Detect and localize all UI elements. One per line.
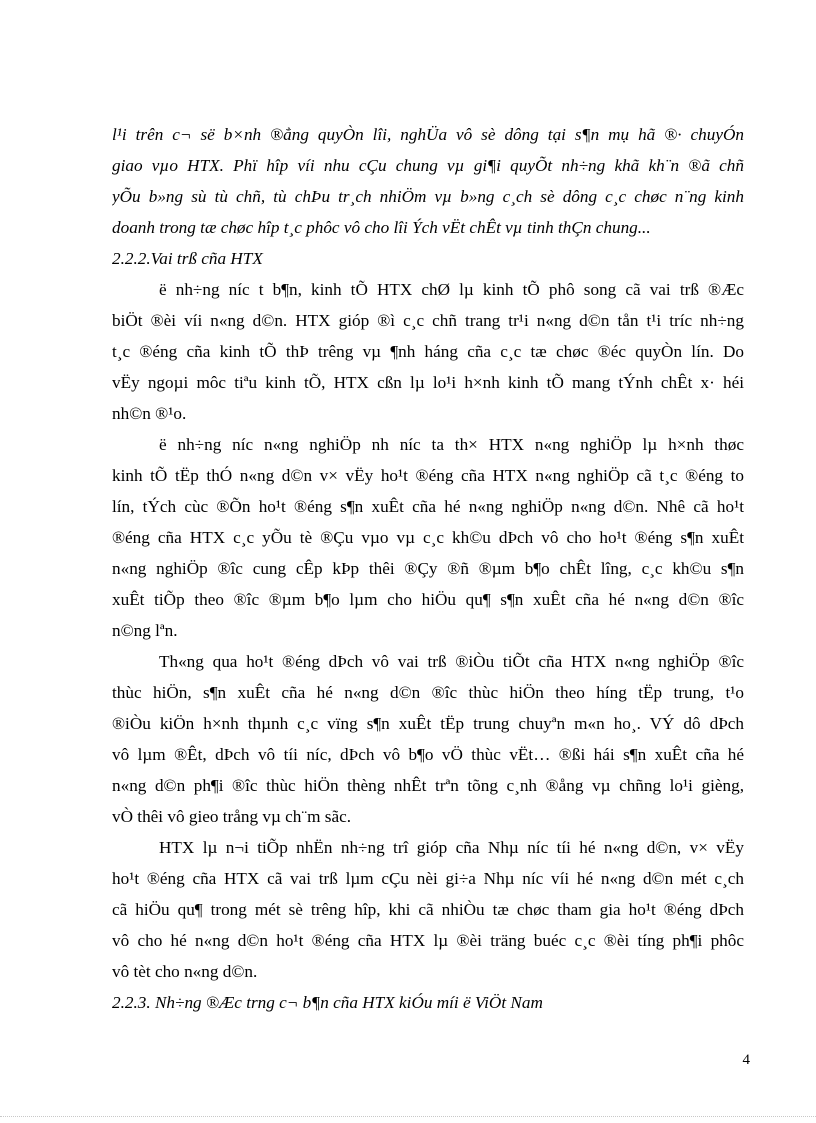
- text-line: nh©n ®¹o.: [112, 404, 187, 423]
- text-line: yÕu b»ng sù tù chñ, tù chÞu tr¸ch nhiÖm vµ b»ng c¸ch sè dông c¸c chøc n¨ng kinh: [112, 187, 744, 206]
- page-number: 4: [742, 1052, 750, 1068]
- text-line: HTX lµ n¬i tiÕp nhËn nh÷ng trî gióp cña Nhµ níc tíi hé n«ng d©n, v× vËy: [159, 838, 744, 857]
- text-line: Th«ng qua ho¹t ®éng dÞch vô vai trß ®iÒu tiÕt cña HTX n«ng nghiÖp ®îc: [159, 652, 744, 671]
- text-line: cã hiÖu qu¶ trong mét sè trêng hîp, khi cã nhiÒu tæ chøc tham gia ho¹t ®éng dÞch: [112, 900, 744, 919]
- text-line: n«ng nghiÖp ®îc cung cÊp kÞp thêi ®Çy ®ñ ®µm b¶o chÊt lîng, c¸c kh©u s¶n: [112, 559, 744, 578]
- text-line: ®iÒu kiÖn h×nh thµnh c¸c vïng s¶n xuÊt tËp trung chuyªn m«n ho¸. VÝ dô dÞch: [112, 714, 744, 733]
- text-line: t¸c ®éng cña kinh tÕ thÞ trêng vµ ¶nh háng cña c¸c tæ chøc ®éc quyÒn lín. Do: [112, 342, 744, 361]
- text-line: biÖt ®èi víi n«ng d©n. HTX gióp ®ì c¸c chñ trang tr¹i n«ng d©n tån t¹i tríc nh÷ng: [112, 311, 744, 330]
- section-heading-2-2-3: 2.2.3. Nh÷ng ®Æc trng c¬ b¶n cña HTX kiÓu míi ë ViÖt Nam: [112, 993, 543, 1012]
- text-line: doanh trong tæ chøc hîp t¸c phôc vô cho lîi Ých vËt chÊt vµ tinh thÇn chung...: [112, 218, 651, 237]
- text-line: lín, tÝch cùc ®Õn ho¹t ®éng s¶n xuÊt cña hé n«ng nghiÖp n«ng d©n. Nhê cã ho¹t: [112, 497, 744, 516]
- text-line: n©ng lªn.: [112, 621, 178, 640]
- text-line: kinh tÕ tËp thÓ n«ng d©n v× vËy ho¹t ®éng cña HTX n«ng nghiÖp cã t¸c ®éng to: [112, 466, 744, 485]
- text-line: ë nh÷ng níc n«ng nghiÖp nh níc ta th× HTX n«ng nghiÖp lµ h×nh thøc: [159, 435, 744, 454]
- text-line: giao vµo HTX. Phï hîp víi nhu cÇu chung vµ gi¶i quyÕt nh÷ng khã kh¨n ®ã chñ: [112, 156, 744, 175]
- text-line: ho¹t ®éng cña HTX cã vai trß lµm cÇu nèi gi÷a Nhµ níc víi hé n«ng d©n mét c¸ch: [112, 869, 744, 888]
- body-text: [112, 119, 744, 1018]
- text-line: ®éng cña HTX c¸c yÕu tè ®Çu vµo vµ c¸c kh©u dÞch vô cho ho¹t ®éng s¶n xuÊt: [112, 528, 744, 547]
- text-line: ë nh÷ng níc t b¶n, kinh tÕ HTX chØ lµ kinh tÕ phô song cã vai trß ®Æc: [159, 280, 744, 299]
- page-bottom-border: [0, 1116, 816, 1117]
- text-line: vÒ thêi vô gieo trång vµ ch¨m sãc.: [112, 807, 352, 826]
- text-line: n«ng d©n ph¶i ®îc thùc hiÖn thèng nhÊt trªn tõng c¸nh ®ång vµ chñng lo¹i gièng,: [112, 776, 744, 795]
- text-line: thùc hiÖn, s¶n xuÊt cña hé n«ng d©n ®îc thùc hiÖn theo híng tËp trung, t¹o: [112, 683, 744, 702]
- text-line: vô tèt cho n«ng d©n.: [112, 962, 258, 981]
- text-line: vô lµm ®Êt, dÞch vô tíi níc, dÞch vô b¶o vÖ thùc vËt… ®ßi hái s¶n xuÊt cña hé: [112, 745, 744, 764]
- text-line: l¹i trên c¬ së b×nh ®ẳng quyÒn lîi, nghÜa vô sè dông tại s¶n mụ hã ®· chuyÓn: [112, 125, 744, 144]
- text-line: vô cho hé n«ng d©n ho¹t ®éng cña HTX lµ ®èi träng buéc c¸c ®èi tíng ph¶i phôc: [112, 931, 744, 950]
- text-line: vËy ngoµi môc tiªu kinh tÕ, HTX cßn lµ lo¹i h×nh kinh tÕ mang tÝnh chÊt x· héi: [112, 373, 744, 392]
- section-heading-2-2-2: 2.2.2.Vai trß cña HTX: [112, 249, 263, 268]
- text-line: xuÊt tiÕp theo ®îc ®µm b¶o lµm cho hiÖu qu¶ s¶n xuÊt cña hé n«ng d©n ®îc: [112, 590, 744, 609]
